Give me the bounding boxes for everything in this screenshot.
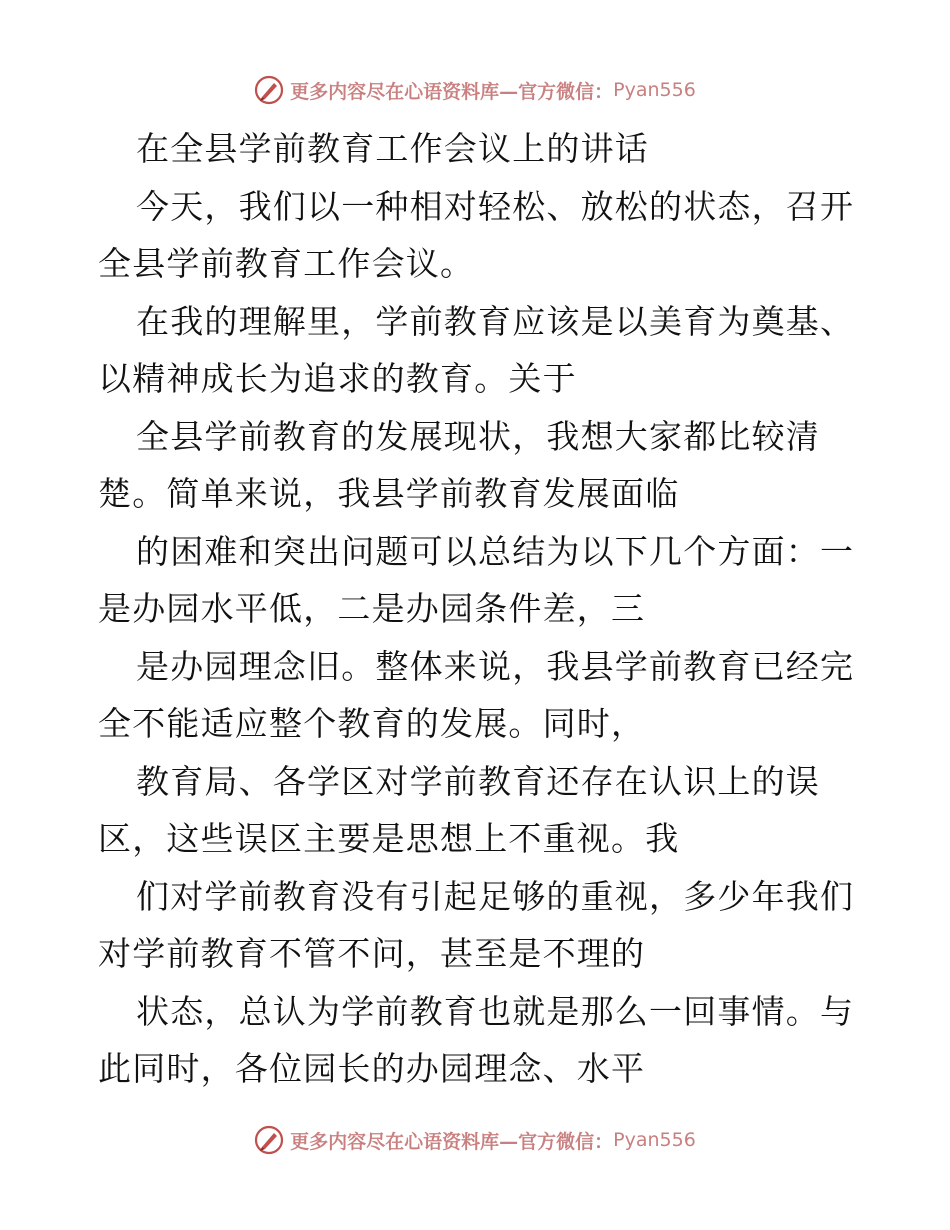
text-line: 今天，我们以一种相对轻松、放松的状态，召开 [136, 186, 855, 226]
text-line: 是办园水平低，二是办园条件差，三 [98, 589, 646, 628]
text-line: 教育局、各学区对学前教育还存在认识上的误 [136, 761, 820, 801]
text-line: 全县学前教育工作会议。 [98, 244, 475, 283]
watermark-text: 更多内容尽在心语资料库—官方微信： [290, 1130, 614, 1153]
text-line: 是办园理念旧。整体来说，我县学前教育已经完 [136, 646, 855, 686]
text-line: 以精神成长为追求的教育。关于 [98, 359, 577, 398]
text-line: 的困难和突出问题可以总结为以下几个方面：一 [136, 531, 855, 571]
text-line: 全不能适应整个教育的发展。同时， [98, 704, 646, 743]
text-line: 状态，总认为学前教育也就是那么一回事情。与 [136, 991, 855, 1031]
footer-watermark [0, 1122, 950, 1158]
watermark-handle: Pyan556 [613, 79, 696, 101]
text-line: 楚。简单来说，我县学前教育发展面临 [98, 474, 680, 513]
text-line: 在全县学前教育工作会议上的讲话 [136, 129, 649, 168]
watermark-text: 更多内容尽在心语资料库—官方微信： [290, 80, 614, 103]
document-body [98, 120, 858, 1098]
text-line: 们对学前教育没有引起足够的重视，多少年我们 [136, 876, 855, 916]
text-line: 在我的理解里，学前教育应该是以美育为奠基、 [136, 301, 855, 341]
header-watermark [0, 72, 950, 108]
pen-logo-icon [254, 1125, 284, 1155]
watermark-handle: Pyan556 [613, 1129, 696, 1151]
text-line: 此同时，各位园长的办园理念、水平 [98, 1049, 646, 1088]
text-line: 区，这些误区主要是思想上不重视。我 [98, 819, 680, 858]
pen-logo-icon [254, 75, 284, 105]
text-line: 全县学前教育的发展现状，我想大家都比较清 [136, 416, 820, 456]
text-line: 对学前教育不管不问，甚至是不理的 [98, 934, 646, 973]
